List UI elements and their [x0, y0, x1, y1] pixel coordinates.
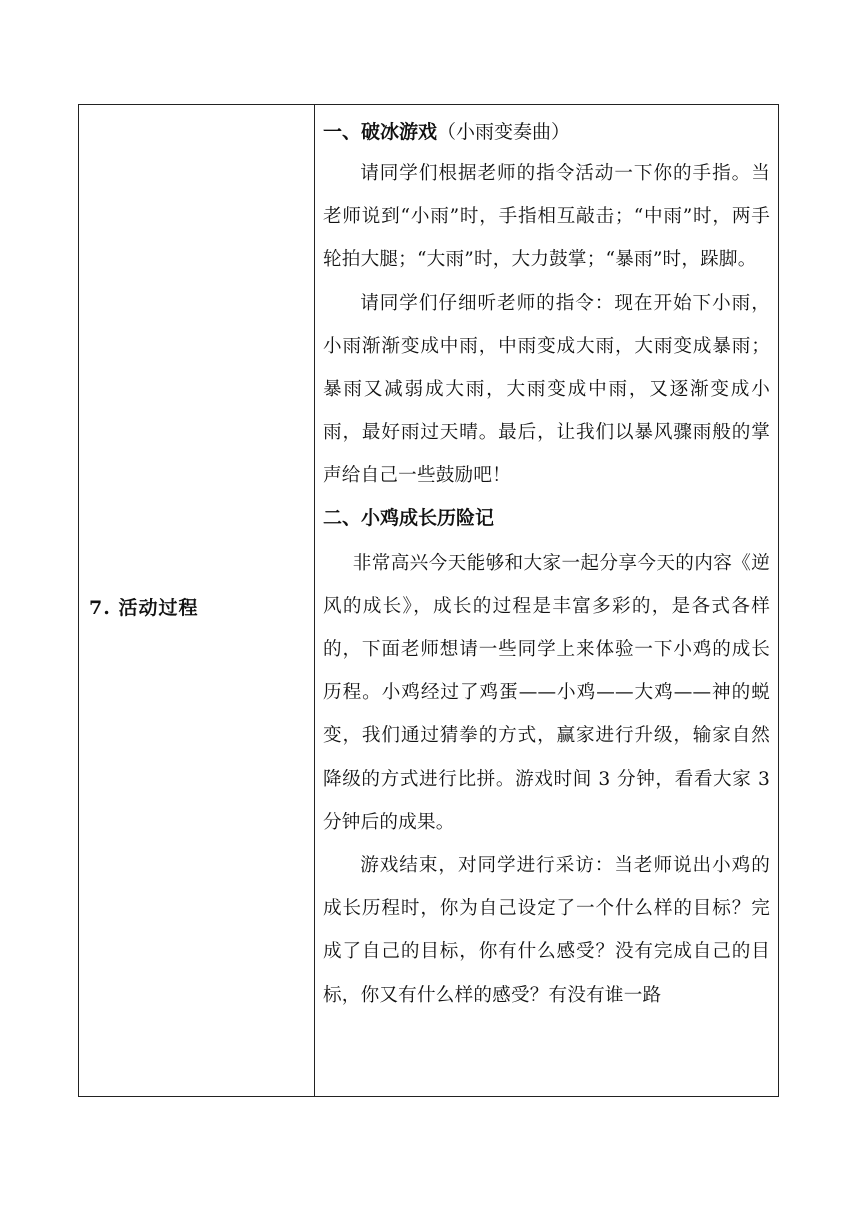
- paragraph: 请同学们根据老师的指令活动一下你的手指。当老师说到“小雨”时，手指相互敲击；“中雨”时，两手轮拍大腿；“大雨”时，大力鼓掌；“暴雨”时，跺脚。: [323, 163, 770, 271]
- row-label-cell: [79, 105, 315, 1096]
- row-label: 7. 活动过程: [89, 597, 199, 619]
- paragraph: 请同学们仔细听老师的指令：现在开始下小雨，小雨渐渐变成中雨，中雨变成大雨，大雨变成暴雨；暴雨又减弱成大雨，大雨变成中雨，又逐渐变成小雨，最好雨过天晴。最后，让我们以暴风骤雨般的掌声给自己一些鼓励吧！: [323, 292, 770, 487]
- activity-table: [78, 104, 779, 1097]
- section-title: 二、小鸡成长历险记: [323, 506, 495, 529]
- section-title: 一、破冰游戏: [323, 121, 438, 143]
- row-content-cell: [315, 105, 778, 1096]
- section-heading-icebreaker: [323, 115, 770, 150]
- paragraph: 非常高兴今天能够和大家一起分享今天的内容《逆风的成长》，成长的过程是丰富多彩的，是各式各样的，下面老师想请一些同学上来体验一下小鸡的成长历程。小鸡经过了鸡蛋——小鸡——大鸡——神的蜕变，我们通过猜拳的方式，赢家进行升级，输家自然降级的方式进行比拼。游戏时间 3 分钟，看看大家 3 分钟后的成果。: [323, 552, 770, 833]
- section-subtitle: （小雨变奏曲）: [437, 121, 571, 143]
- section-heading-chick-growth: [323, 501, 770, 536]
- paragraph: 游戏结束，对同学进行采访：当老师说出小鸡的成长历程时，你为自己设定了一个什么样的目标？完成了自己的目标，你有什么感受？没有完成自己的目标，你又有什么样的感受？有没有谁一路: [323, 855, 770, 1006]
